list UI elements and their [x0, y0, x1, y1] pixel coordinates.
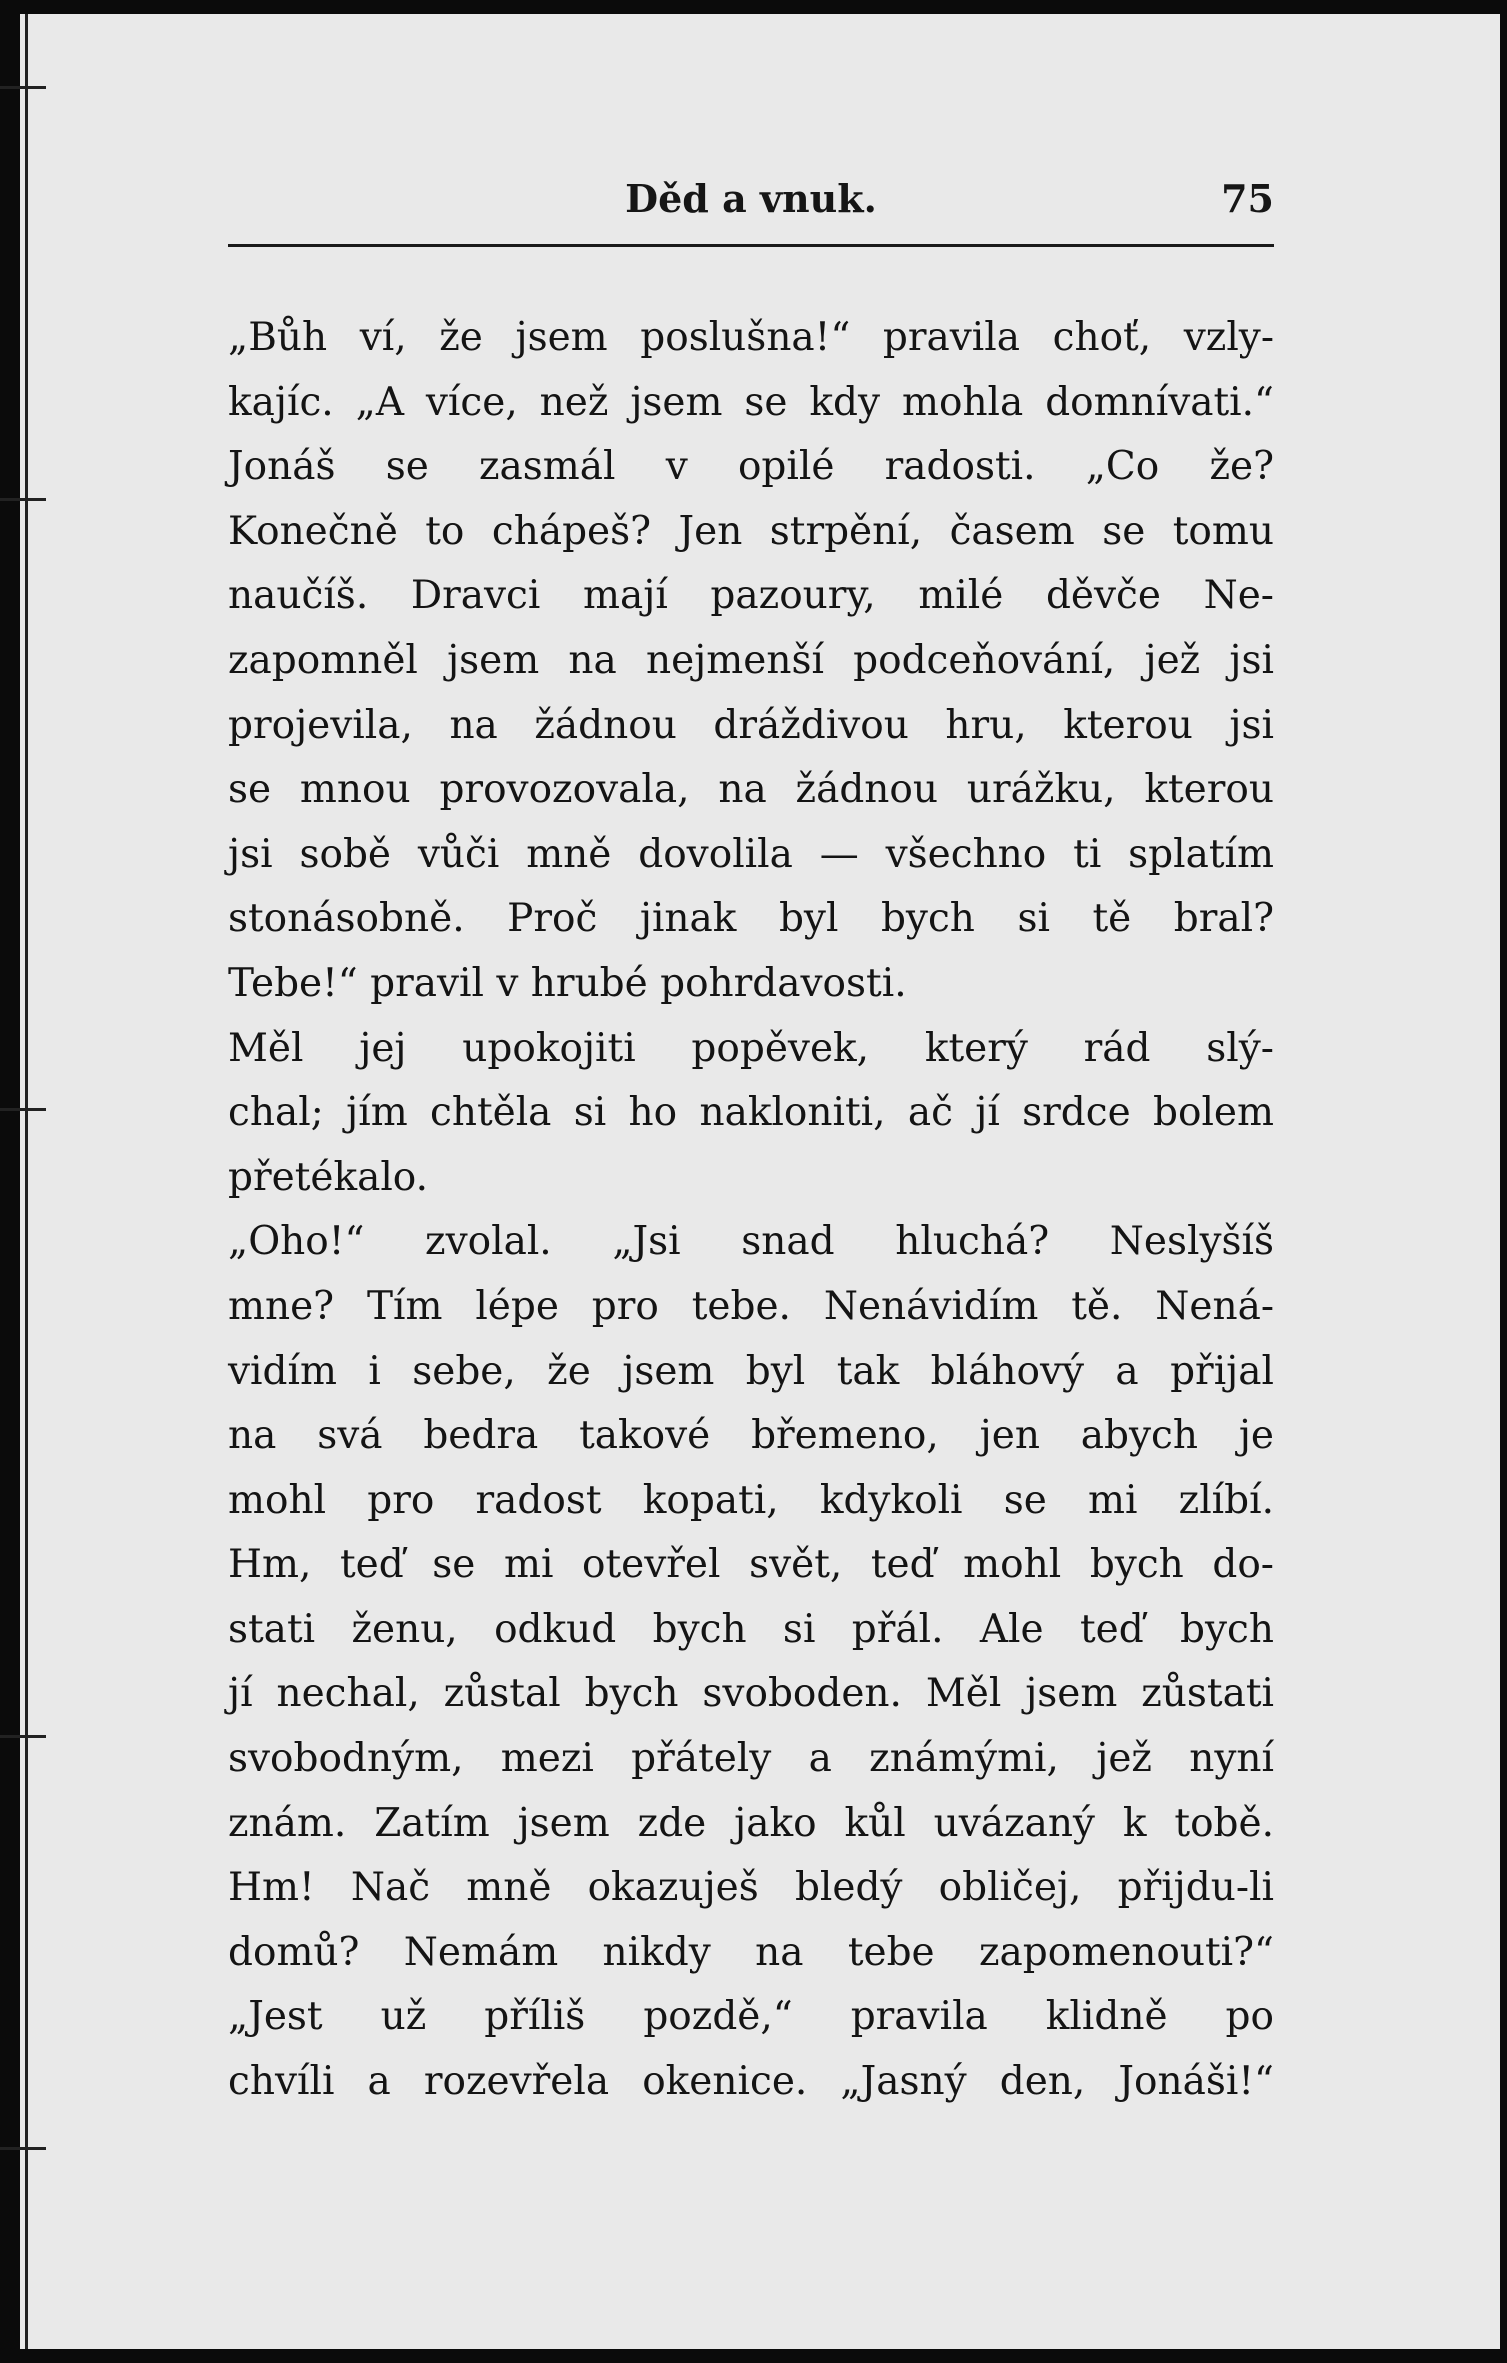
text-line: stati ženu, odkud bych si přál. Ale teď bych: [228, 1606, 1274, 1652]
text-line: „Bůh ví, že jsem poslušna!“ pravila choť, vzly-: [228, 315, 1274, 360]
binding-tick: [0, 1108, 46, 1111]
text-line: Hm, teď se mi otevřel svět, teď mohl bych do-: [228, 1542, 1274, 1588]
text-line: chal; jím chtěla si ho nakloniti, ač jí srdce bolem: [228, 1090, 1274, 1136]
text-line: se mnou provozovala, na žádnou urážku, kterou: [228, 767, 1274, 813]
text-line: „Oho!“ zvolal. „Jsi snad hluchá? Neslyšíš: [228, 1219, 1274, 1265]
header-rule: [228, 244, 1274, 247]
binding-tick: [0, 86, 46, 89]
text-line: mne? Tím lépe pro tebe. Nenávidím tě. Nená-: [228, 1283, 1274, 1329]
text-line: znám. Zatím jsem zde jako kůl uvázaný k tobě.: [228, 1800, 1274, 1846]
binding-tick: [0, 2147, 46, 2150]
text-line: Tebe!“ pravil v hrubé pohrdavosti.: [228, 960, 907, 1006]
text-line: na svá bedra takové břemeno, jen abych je: [228, 1413, 1274, 1459]
text-line: Měl jej upokojiti popěvek, který rád slý-: [228, 1025, 1274, 1071]
binding-tick: [0, 1735, 46, 1738]
text-line: „Jest už příliš pozdě,“ pravila klidně po: [228, 1994, 1274, 2040]
text-line: jsi sobě vůči mně dovolila — všechno ti splatím: [228, 831, 1274, 877]
text-line: jí nechal, zůstal bych svoboden. Měl jsem zůstati: [228, 1671, 1274, 1717]
text-line: přetékalo.: [228, 1154, 428, 1200]
page-number: 75: [1221, 176, 1274, 221]
text-line: Hm! Nač mně okazuješ bledý obličej, přijdu-li: [228, 1865, 1274, 1911]
running-head: [228, 176, 1274, 236]
text-line: svobodným, mezi přátely a známými, jež nyní: [228, 1736, 1274, 1782]
text-line: zapomněl jsem na nejmenší podceňování, jež jsi: [228, 637, 1274, 683]
text-line: stonásobně. Proč jinak byl bych si tě bral?: [228, 896, 1274, 942]
text-line: domů? Nemám nikdy na tebe zapomenouti?“: [228, 1929, 1274, 1975]
text-line: vidím i sebe, že jsem byl tak bláhový a přijal: [228, 1348, 1274, 1394]
binding-edge: [25, 14, 28, 2349]
text-line: projevila, na žádnou dráždivou hru, kterou jsi: [228, 702, 1274, 748]
text-line: naučíš. Dravci mají pazoury, milé děvče Ne-: [228, 573, 1274, 619]
text-line: Konečně to chápeš? Jen strpění, časem se tomu: [228, 508, 1274, 554]
text-line: mohl pro radost kopati, kdykoli se mi zlíbí.: [228, 1477, 1274, 1523]
binding-tick: [0, 498, 46, 501]
body-text: [228, 306, 1274, 2115]
text-line: kajíc. „A více, než jsem se kdy mohla domnívati.“: [228, 379, 1274, 425]
text-line: Jonáš se zasmál v opilé radosti. „Co že?: [228, 444, 1274, 490]
text-line: chvíli a rozevřela okenice. „Jasný den, Jonáši!“: [228, 2059, 1274, 2105]
running-title: Děd a vnuk.: [625, 176, 877, 221]
